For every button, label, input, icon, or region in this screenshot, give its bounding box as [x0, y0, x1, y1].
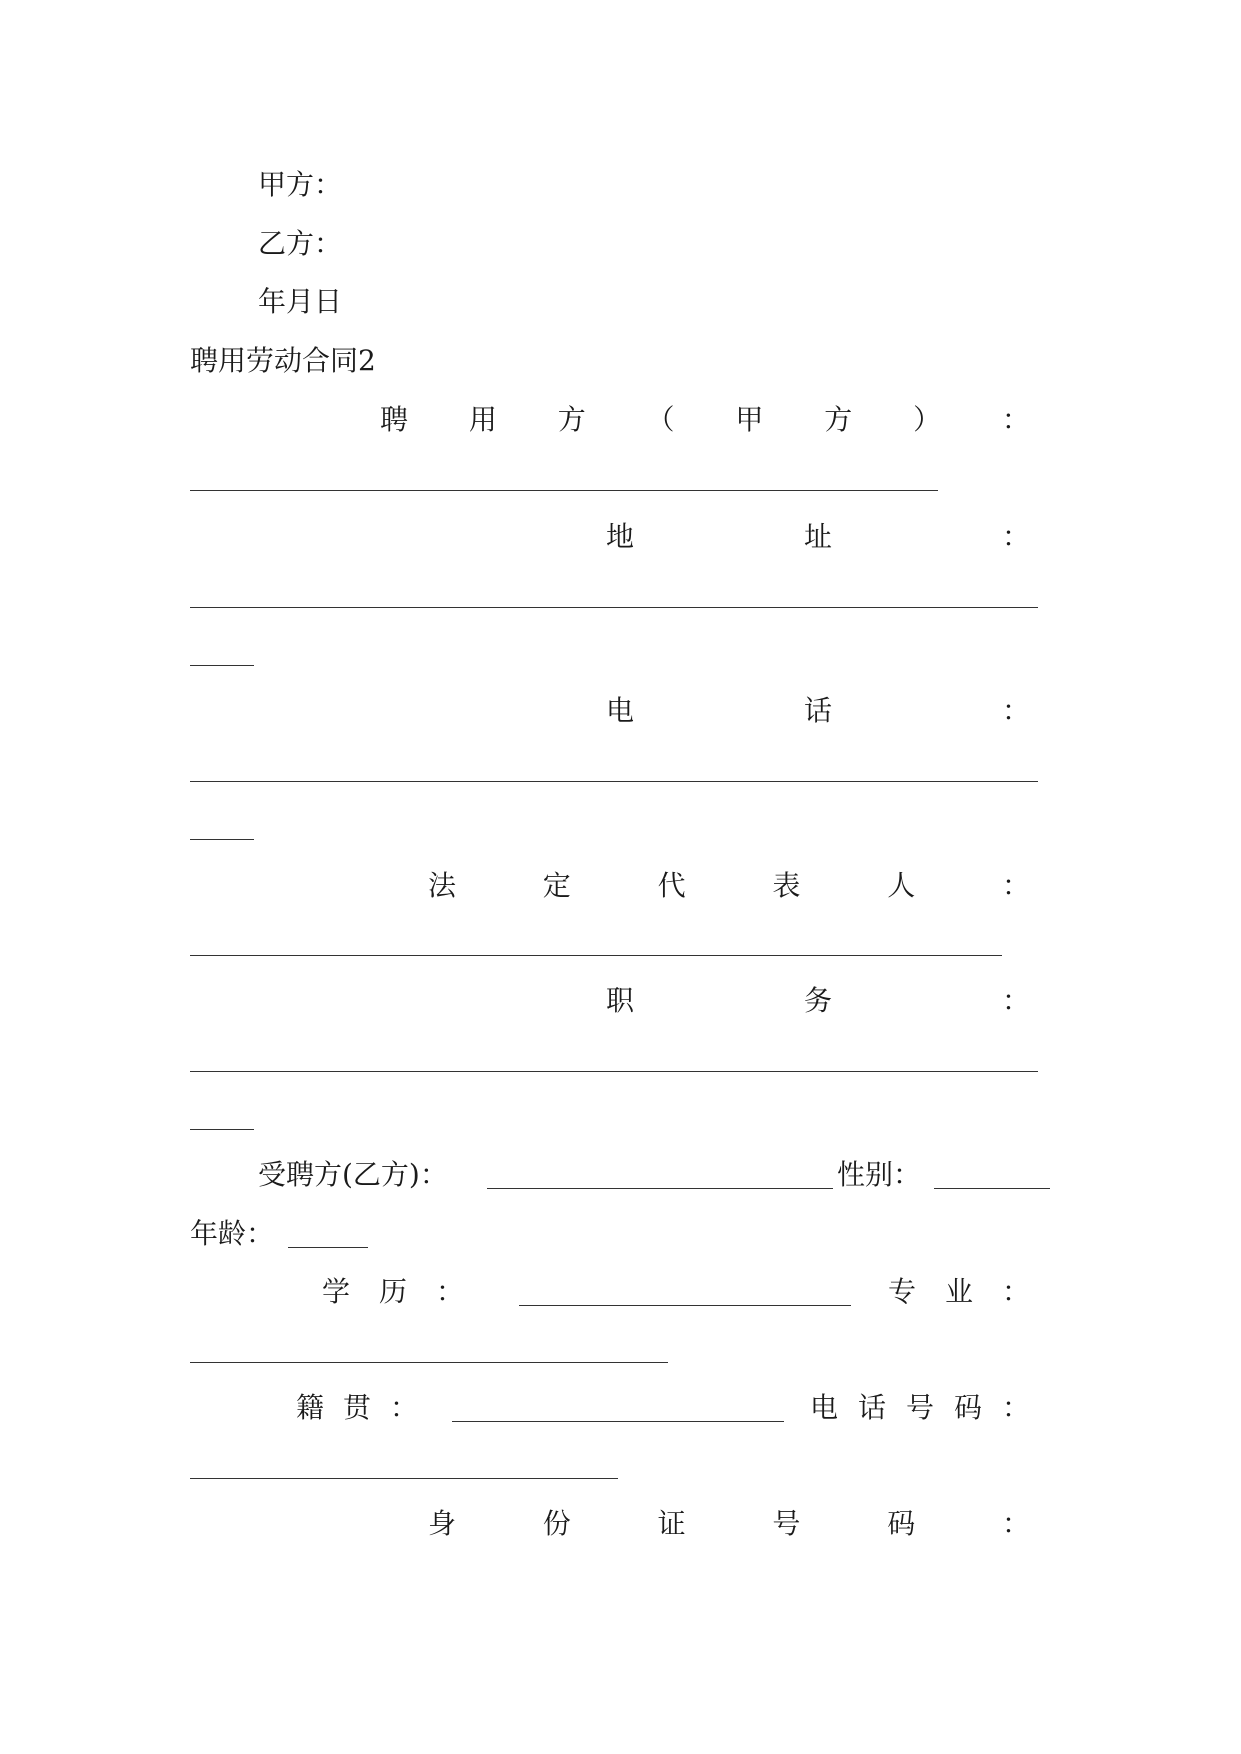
- major-char: 专: [888, 1275, 917, 1308]
- major-blank: [190, 1362, 668, 1363]
- major-char: 业: [944, 1275, 973, 1308]
- employer-char: 聘: [380, 403, 409, 436]
- position-char: 职: [606, 984, 635, 1017]
- legal-rep-label: [428, 869, 1030, 903]
- gender-blank: [934, 1188, 1050, 1189]
- phone-number-label: [810, 1391, 1030, 1425]
- major-label: [888, 1275, 1030, 1309]
- employer-char: 方: [824, 403, 853, 436]
- legal-rep-char: 法: [428, 869, 457, 902]
- id-number-char: 身: [428, 1507, 457, 1540]
- legal-rep-char: ：: [1001, 869, 1030, 902]
- employee-label: 受聘方(乙方)：: [258, 1158, 448, 1191]
- age-blank: [288, 1247, 368, 1248]
- id-number-char: ：: [1001, 1507, 1030, 1540]
- id-number-char: 份: [542, 1507, 571, 1540]
- date-line: 年月日: [258, 285, 343, 318]
- phone-char: ：: [1001, 694, 1030, 727]
- phone-number-blank: [190, 1478, 618, 1479]
- employer-char: 用: [468, 403, 497, 436]
- employee-name-blank: [487, 1188, 833, 1189]
- party-a-label: 甲方：: [258, 168, 343, 201]
- education-blank: [519, 1305, 851, 1306]
- phone-char: 电: [606, 694, 635, 727]
- party-b-label: 乙方：: [258, 227, 343, 260]
- employer-label: [380, 403, 1030, 437]
- education-label: [322, 1275, 464, 1309]
- legal-rep-char: 表: [772, 869, 801, 902]
- phone-number-char: 话: [857, 1391, 886, 1424]
- address-char: 址: [803, 520, 832, 553]
- employer-char: （: [646, 403, 675, 436]
- education-char: 历: [378, 1275, 407, 1308]
- contract-title: 聘用劳动合同2: [190, 344, 376, 377]
- phone-number-char: ：: [1001, 1391, 1030, 1424]
- gender-label: 性别：: [837, 1158, 922, 1191]
- legal-rep-char: 定: [542, 869, 571, 902]
- native-place-char: 贯: [342, 1391, 371, 1424]
- legal-rep-char: 人: [887, 869, 916, 902]
- position-char: ：: [1001, 984, 1030, 1017]
- phone-label: [606, 694, 1030, 728]
- employer-blank-line: [190, 490, 938, 491]
- employer-char: 甲: [735, 403, 764, 436]
- address-blank-line: [190, 607, 1038, 608]
- address-char: 地: [606, 520, 635, 553]
- position-blank-line-end: [190, 1129, 254, 1130]
- education-char: 学: [322, 1275, 351, 1308]
- native-place-char: 籍: [296, 1391, 325, 1424]
- phone-number-char: 电: [810, 1391, 839, 1424]
- native-place-char: ：: [389, 1391, 418, 1424]
- employer-char: ：: [1001, 403, 1030, 436]
- position-blank-line: [190, 1071, 1038, 1072]
- education-char: ：: [435, 1275, 464, 1308]
- address-label: [606, 520, 1030, 554]
- position-label: [606, 984, 1030, 1018]
- phone-char: 话: [803, 694, 832, 727]
- address-char: ：: [1001, 520, 1030, 553]
- legal-rep-char: 代: [657, 869, 686, 902]
- phone-number-char: 码: [953, 1391, 982, 1424]
- phone-blank-line-end: [190, 839, 254, 840]
- id-number-char: 证: [657, 1507, 686, 1540]
- legal-rep-blank-line: [190, 955, 1002, 956]
- id-number-char: 号: [772, 1507, 801, 1540]
- age-label: 年龄：: [190, 1217, 275, 1250]
- id-number-char: 码: [887, 1507, 916, 1540]
- native-place-label: [296, 1391, 418, 1425]
- id-number-label: [428, 1507, 1030, 1541]
- address-blank-line-end: [190, 665, 254, 666]
- phone-number-char: 号: [905, 1391, 934, 1424]
- native-place-blank: [452, 1421, 784, 1422]
- major-char: ：: [1001, 1275, 1030, 1308]
- phone-blank-line: [190, 781, 1038, 782]
- position-char: 务: [803, 984, 832, 1017]
- employer-char: 方: [557, 403, 586, 436]
- employer-char: ）: [913, 403, 942, 436]
